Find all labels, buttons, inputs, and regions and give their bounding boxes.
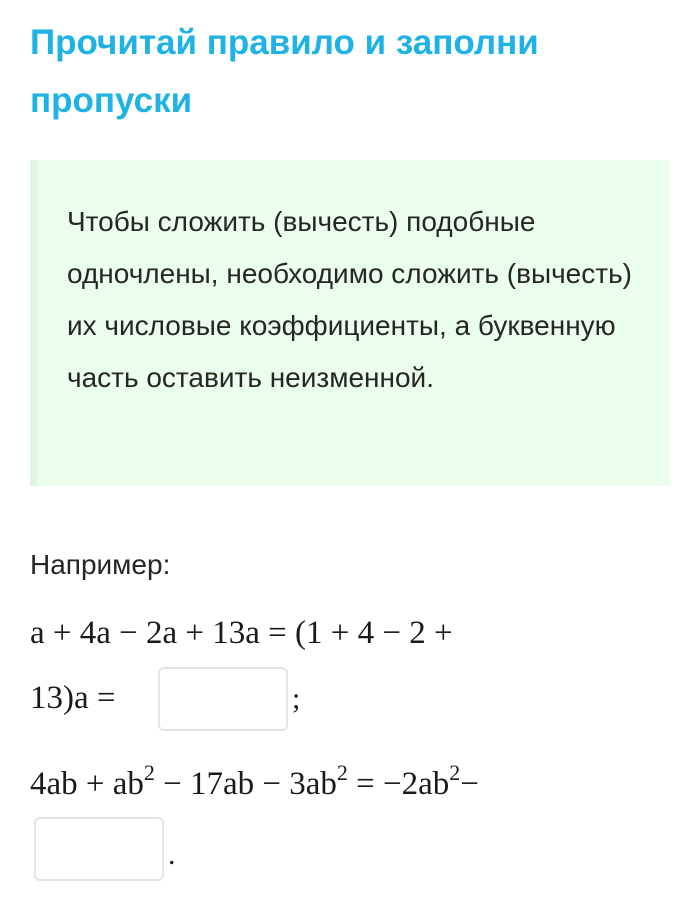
equation-1-semicolon: ; — [292, 682, 301, 715]
answer-input-2[interactable] — [34, 817, 164, 881]
equation-2-period: . — [168, 838, 176, 871]
equation-1-part-1: a + 4a − 2a + 13a = (1 + 4 − 2 + — [30, 615, 453, 651]
example-label: Например: — [30, 549, 171, 580]
equation-2-term-2: − 17ab − 3ab — [154, 766, 337, 802]
page-title: Прочитай правило и заполни пропуски — [30, 23, 539, 120]
equation-1-part-2: 13)a = — [30, 680, 116, 716]
rule-text: Чтобы сложить (вычесть) подобные одночлены, необходимо сложить (вычесть) их числовые коэффициенты, а буквенную часть оставить неизменной. — [67, 206, 632, 393]
equation-2-term-3: = −2ab — [347, 766, 450, 802]
equation-2-term-1: 4ab + ab — [30, 766, 144, 802]
equation-2-term-4: − — [460, 766, 479, 802]
equation-2-exponent-2: 2 — [336, 760, 348, 785]
rule-box — [30, 160, 670, 486]
equation-2 — [30, 762, 479, 806]
equation-2-exponent-3: 2 — [449, 760, 461, 785]
answer-input-1[interactable] — [158, 667, 288, 731]
equation-2-exponent-1: 2 — [143, 760, 155, 785]
